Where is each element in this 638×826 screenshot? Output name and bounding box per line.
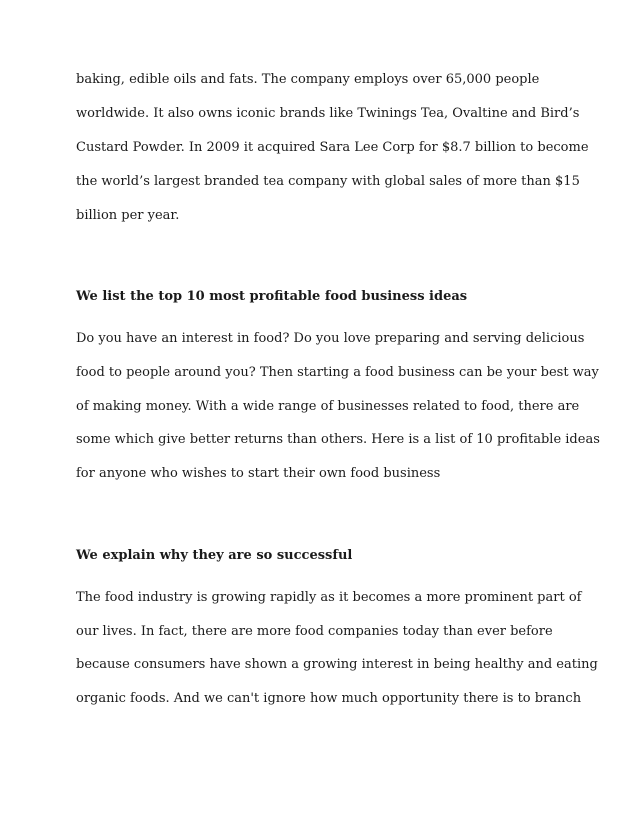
paragraph-line: because consumers have shown a growing interest in being healthy and eating — [76, 657, 598, 672]
paragraph-line: of making money. With a wide range of businesses related to food, there are — [76, 399, 580, 414]
paragraph-line: the world’s largest branded tea company with global sales of more than $15 — [76, 174, 580, 189]
paragraph-line: Do you have an interest in food? Do you love preparing and serving delicious — [76, 331, 585, 346]
paragraph-line: organic foods. And we can't ignore how much opportunity there is to branch — [76, 691, 582, 706]
paragraph-line: some which give better returns than others. Here is a list of 10 profitable ideas — [76, 432, 600, 447]
paragraph-line: Custard Powder. In 2009 it acquired Sara Lee Corp for $8.7 billion to become — [76, 140, 589, 155]
paragraph-line: baking, edible oils and fats. The company employs over 65,000 people — [76, 72, 540, 87]
paragraph-line: food to people around you? Then starting a food business can be your best way — [76, 365, 599, 380]
section-heading: We list the top 10 most profitable food business ideas — [76, 289, 468, 304]
paragraph-line: our lives. In fact, there are more food companies today than ever before — [76, 624, 553, 639]
paragraph-line: The food industry is growing rapidly as it becomes a more prominent part of — [76, 590, 582, 605]
paragraph-line: for anyone who wishes to start their own food business — [76, 466, 441, 481]
section-heading: We explain why they are so successful — [76, 548, 353, 563]
paragraph-line: billion per year. — [76, 208, 180, 223]
paragraph-line: worldwide. It also owns iconic brands like Twinings Tea, Ovaltine and Bird’s — [76, 106, 580, 121]
